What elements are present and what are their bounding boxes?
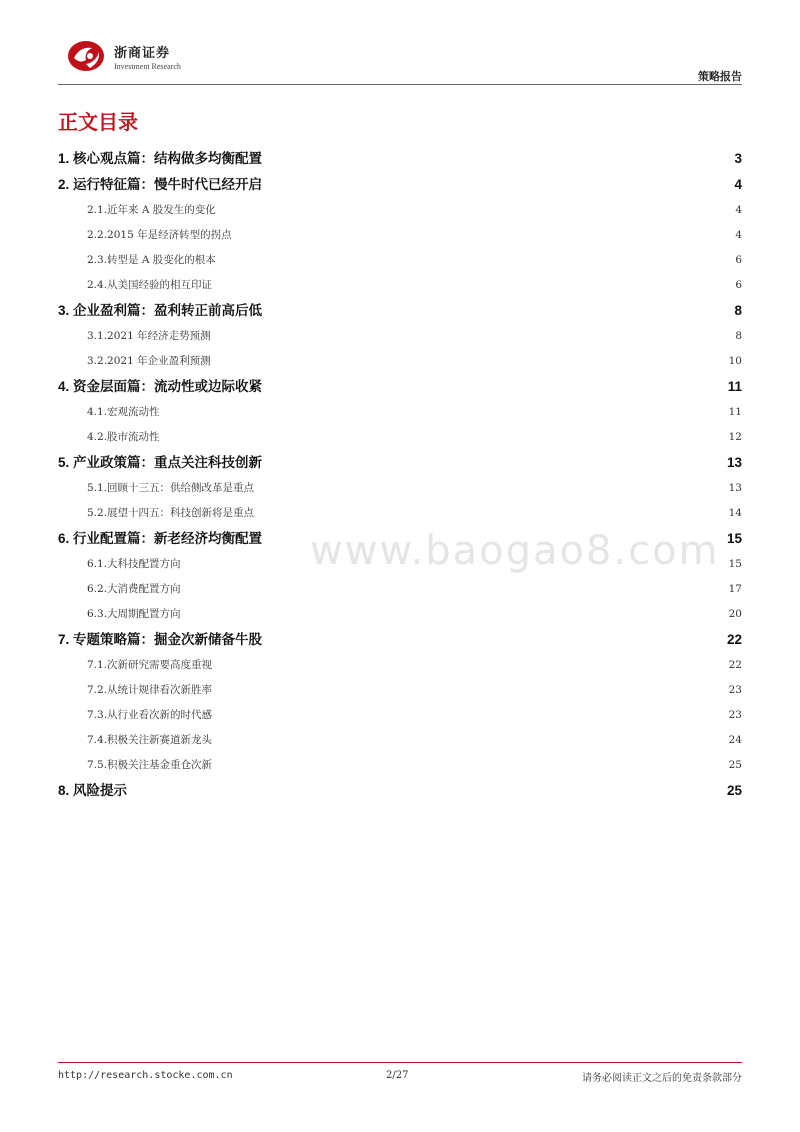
toc-entry-3[interactable] (58, 298, 742, 324)
toc-entry-page: 4 (734, 177, 742, 192)
toc-entry-label: 2.2.2015 年是经济转型的拐点 (87, 229, 232, 241)
toc-entry-page: 4 (735, 204, 742, 216)
toc-entry-label: 2.4.从美国经验的相互印证 (87, 279, 213, 291)
toc-entry-6-3[interactable] (58, 602, 742, 627)
toc-entry-page: 4 (735, 229, 742, 241)
toc-entry-page: 25 (728, 759, 742, 771)
toc-entry-label: 6.3.大周期配置方向 (87, 608, 181, 620)
toc-entry-label: 7.3.从行业看次新的时代感 (87, 709, 213, 721)
toc-entry-label: 3.2.2021 年企业盈利预测 (87, 355, 211, 367)
toc-entry-page: 23 (728, 709, 742, 721)
toc-entry-5-1[interactable] (58, 476, 742, 501)
toc-entry-page: 8 (735, 330, 742, 342)
toc-entry-2-1[interactable] (58, 198, 742, 223)
toc-entry-page: 6 (735, 254, 742, 266)
toc-entry-label: 6.2.大消费配置方向 (87, 583, 181, 595)
toc-entry-page: 23 (728, 684, 742, 696)
toc-entry-4-1[interactable] (58, 400, 742, 425)
header-divider (58, 84, 742, 85)
toc-entry-page: 3 (734, 151, 742, 166)
toc-entry-label: 7.2.从统计规律看次新胜率 (87, 684, 213, 696)
toc-entry-label: 4. 资金层面篇：流动性或边际收紧 (58, 379, 263, 394)
toc-entry-page: 13 (728, 482, 742, 494)
toc-entry-page: 12 (728, 431, 742, 443)
toc-entry-label: 4.2.股市流动性 (87, 431, 160, 443)
toc-entry-1[interactable] (58, 146, 742, 172)
toc-entry-label: 7. 专题策略篇：掘金次新储备牛股 (58, 632, 263, 647)
toc-entry-label: 3. 企业盈利篇：盈利转正前高后低 (58, 303, 263, 318)
toc-entry-7[interactable] (58, 627, 742, 653)
toc-entry-3-1[interactable] (58, 324, 742, 349)
toc-entry-label: 5.1.回顾十三五：供给侧改革是重点 (87, 482, 255, 494)
toc-entry-page: 17 (728, 583, 742, 595)
footer-divider (58, 1062, 742, 1063)
toc-entry-page: 24 (728, 734, 742, 746)
toc-entry-page: 25 (726, 783, 742, 798)
toc-entry-4-2[interactable] (58, 425, 742, 450)
report-type-label: 策略报告 (698, 71, 742, 83)
toc-entry-2-4[interactable] (58, 273, 742, 298)
toc-entry-7-4[interactable] (58, 728, 742, 753)
toc-entry-label: 7.1.次新研究需要高度重视 (87, 659, 213, 671)
toc-entry-page: 22 (728, 659, 742, 671)
toc-entry-page: 10 (728, 355, 742, 367)
toc-entry-page: 20 (728, 608, 742, 620)
toc-entry-5-2[interactable] (58, 501, 742, 526)
toc-entry-page: 11 (728, 406, 742, 418)
toc-entry-page: 11 (727, 379, 742, 394)
toc-entry-label: 2.1.近年来 A 股发生的变化 (87, 204, 216, 216)
toc-entry-label: 6.1.大科技配置方向 (87, 558, 181, 570)
toc-entry-page: 8 (734, 303, 742, 318)
toc-entry-3-2[interactable] (58, 349, 742, 374)
toc-entry-7-5[interactable] (58, 753, 742, 778)
toc-entry-label: 6. 行业配置篇：新老经济均衡配置 (58, 531, 263, 546)
toc-entry-label: 2. 运行特征篇：慢牛时代已经开启 (58, 177, 263, 192)
brand-name-en: Investment Research (114, 62, 181, 71)
toc-entry-label: 5. 产业政策篇：重点关注科技创新 (58, 455, 263, 470)
toc-entry-6-2[interactable] (58, 577, 742, 602)
toc-entry-4[interactable] (58, 374, 742, 400)
toc-entry-7-1[interactable] (58, 653, 742, 678)
footer-page-number: 2/27 (386, 1070, 409, 1081)
zheshang-logo-icon (66, 38, 106, 74)
toc-entry-label: 2.3.转型是 A 股变化的根本 (87, 254, 216, 266)
toc-entry-label: 8. 风险提示 (58, 783, 128, 798)
toc-entry-page: 22 (726, 632, 742, 647)
toc-entry-label: 1. 核心观点篇：结构做多均衡配置 (58, 151, 263, 166)
toc-entry-8[interactable] (58, 778, 742, 804)
toc-entry-page: 6 (735, 279, 742, 291)
toc-entry-7-3[interactable] (58, 703, 742, 728)
toc-entry-2-2[interactable] (58, 223, 742, 248)
toc-title: 正文目录 (58, 112, 138, 134)
toc-entry-label: 4.1.宏观流动性 (87, 406, 160, 418)
toc-entry-label: 7.4.积极关注新赛道新龙头 (87, 734, 213, 746)
page-header (58, 34, 742, 86)
toc-entry-label: 3.1.2021 年经济走势预测 (87, 330, 211, 342)
toc-entry-label: 5.2.展望十四五：科技创新将是重点 (87, 507, 255, 519)
toc-entry-2-3[interactable] (58, 248, 742, 273)
brand-name-cn: 浙商证券 (114, 45, 171, 60)
toc-entry-label: 7.5.积极关注基金重仓次新 (87, 759, 213, 771)
toc-entry-page: 15 (726, 531, 742, 546)
toc-entry-7-2[interactable] (58, 678, 742, 703)
table-of-contents (58, 146, 742, 804)
toc-entry-page: 15 (728, 558, 742, 570)
footer-disclaimer: 请务必阅读正文之后的免责条款部分 (582, 1073, 742, 1084)
toc-entry-2[interactable] (58, 172, 742, 198)
toc-entry-page: 13 (726, 455, 742, 470)
toc-entry-page: 14 (728, 507, 742, 519)
footer-url-link[interactable]: http://research.stocke.com.cn (58, 1070, 233, 1081)
toc-entry-5[interactable] (58, 450, 742, 476)
watermark: www.baogao8.com (310, 528, 720, 574)
